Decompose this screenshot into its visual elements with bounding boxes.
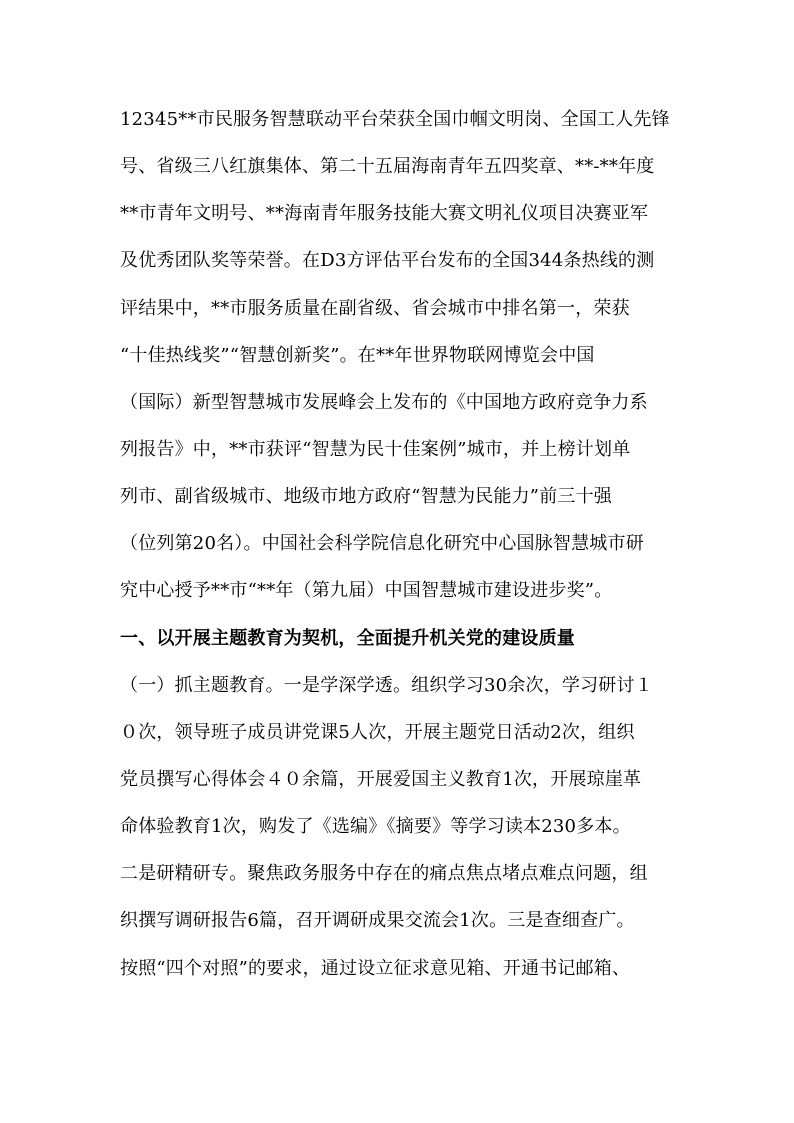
paragraph-line: 织撰写调研报告6篇，召开调研成果交流会1次。三是查细查广。 [120,910,635,931]
paragraph-line: 列报告》中，**市获评“智慧为民十佳案例”城市，并上榜计划单 [120,439,631,460]
paragraph-line: 究中心授予**市“**年（第九届）中国智慧城市建设进步奖”。 [120,580,613,601]
paragraph-line: 命体验教育1次，购发了《选编》《摘要》等学习读本230多本。 [120,816,631,837]
section-heading: 一、以开展主题教育为契机，全面提升机关党的建设质量 [120,628,575,649]
paragraph-line: （位列第20名）。中国社会科学院信息化研究中心国脉智慧城市研 [120,533,644,554]
paragraph-line: **市青年文明号、**海南青年服务技能大赛文明礼仪项目决赛亚军 [120,203,649,224]
paragraph-line: ０次，领导班子成员讲党课5人次，开展主题党日活动2次，组织 [120,722,635,743]
paragraph-line: 及优秀团队奖等荣誉。在D3方评估平台发布的全国344条热线的测 [120,250,655,271]
paragraph-line: 党员撰写心得体会４０余篇，开展爱国主义教育1次，开展琼崖革 [120,769,642,790]
paragraph-line: （一）抓主题教育。一是学深学透。组织学习30余次，学习研讨１ [120,675,653,696]
paragraph-line: 12345**市民服务智慧联动平台荣获全国巾帼文明岗、全国工人先锋 [120,109,670,130]
paragraph-line: （国际）新型智慧城市发展峰会上发布的《中国地方政府竞争力系 [120,392,648,413]
paragraph-line: 列市、副省级城市、地级市地方政府“智慧为民能力”前三十强 [120,486,613,507]
paragraph-line: “十佳热线奖”“智慧创新奖”。在**年世界物联网博览会中国 [120,345,595,366]
paragraph-line: 二是研精研专。聚焦政务服务中存在的痛点焦点堵点难点问题，组 [120,863,648,884]
paragraph-line: 号、省级三八红旗集体、第二十五届海南青年五四奖章、**-**年度 [120,156,655,177]
paragraph-line: 按照“四个对照”的要求，通过设立征求意见箱、开通书记邮箱、 [120,958,631,979]
paragraph-line: 评结果中，**市服务质量在副省级、省会城市中排名第一，荣获 [120,298,630,319]
